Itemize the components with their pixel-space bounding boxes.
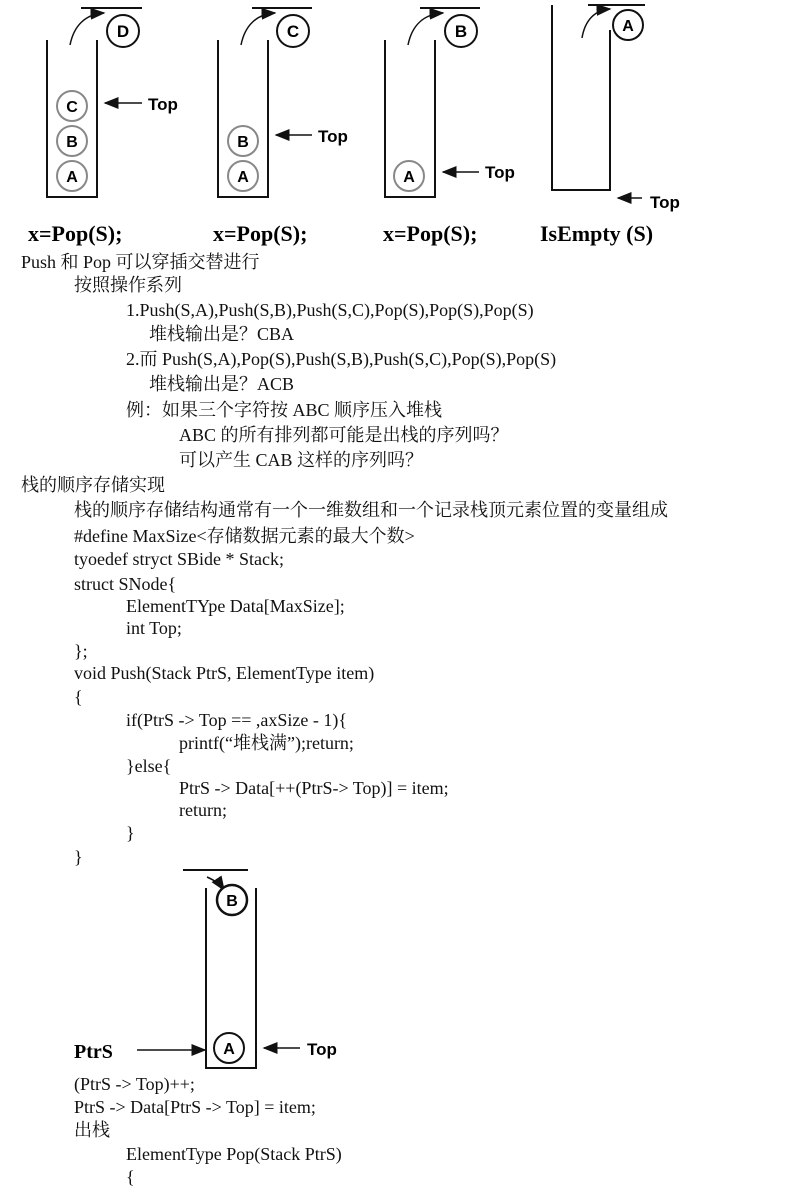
code-line: void Push(Stack PtrS, ElementType item) bbox=[74, 663, 375, 683]
stack-pop-diagram bbox=[0, 0, 800, 250]
top-label: Top bbox=[485, 163, 515, 182]
code-line: ElementType Pop(Stack PtrS) bbox=[126, 1144, 342, 1164]
code-line: int Top; bbox=[126, 618, 182, 638]
caption: IsEmpty (S) bbox=[540, 221, 654, 246]
top-label: Top bbox=[148, 95, 178, 114]
code-line: ElementTYpe Data[MaxSize]; bbox=[126, 596, 345, 616]
code-line: (PtrS -> Top)++; bbox=[74, 1074, 195, 1094]
code-line: #define MaxSize<存储数据元素的最大个数> bbox=[74, 526, 415, 546]
caption: x=Pop(S); bbox=[213, 221, 308, 246]
code-line: }else{ bbox=[126, 756, 172, 776]
ptrs-label: PtrS bbox=[74, 1041, 113, 1063]
code-line: }; bbox=[74, 641, 88, 661]
moving-label: D bbox=[116, 22, 130, 41]
caption: x=Pop(S); bbox=[383, 221, 478, 246]
stack-figure-4 bbox=[540, 5, 680, 246]
element-label: A bbox=[66, 169, 78, 186]
code-line: } bbox=[126, 823, 135, 843]
text-line: Push 和 Pop 可以穿插交替进行 bbox=[21, 252, 260, 272]
code-line: struct SNode{ bbox=[74, 574, 177, 594]
code-line: } bbox=[74, 847, 83, 867]
caption: x=Pop(S); bbox=[28, 221, 123, 246]
code-line: printf(“堆栈满”);return; bbox=[179, 733, 354, 753]
code-line: PtrS -> Data[PtrS -> Top] = item; bbox=[74, 1097, 316, 1117]
code-line: { bbox=[126, 1167, 135, 1187]
code-line: tyoedef stryct SBide * Stack; bbox=[74, 549, 284, 569]
element-label: A bbox=[237, 169, 249, 186]
element-label: C bbox=[66, 99, 78, 116]
stack-figure-1 bbox=[28, 8, 178, 246]
text-line: 可以产生 CAB 这样的序列吗？ bbox=[179, 450, 424, 470]
text-line: 出栈 bbox=[74, 1120, 110, 1140]
stack-push-diagram bbox=[0, 860, 420, 1070]
text-line: 栈的顺序存储结构通常有一个一维数组和一个记录栈顶元素位置的变量组成 bbox=[74, 500, 668, 520]
element-label: A bbox=[223, 1041, 235, 1058]
code-line: PtrS -> Data[++(PtrS-> Top)] = item; bbox=[179, 778, 449, 798]
code-line: return; bbox=[179, 800, 227, 820]
text-line: 例：如果三个字符按 ABC 顺序压入堆栈 bbox=[126, 400, 443, 420]
moving-label: B bbox=[226, 893, 238, 910]
top-label: Top bbox=[650, 193, 680, 212]
text-line: 堆栈输出是？CBA bbox=[149, 324, 295, 344]
top-label: Top bbox=[318, 127, 348, 146]
moving-label: C bbox=[286, 22, 300, 41]
top-label: Top bbox=[307, 1040, 337, 1059]
stack-figure-3 bbox=[383, 8, 515, 246]
moving-label: B bbox=[454, 22, 468, 41]
section-heading: 栈的顺序存储实现 bbox=[21, 475, 165, 495]
element-label: B bbox=[237, 134, 249, 151]
code-line: { bbox=[74, 687, 83, 707]
text-line: ABC 的所有排列都可能是出栈的序列吗？ bbox=[179, 425, 509, 445]
code-line: if(PtrS -> Top == ,axSize - 1){ bbox=[126, 710, 347, 730]
element-label: A bbox=[403, 169, 415, 186]
stack-figure-2 bbox=[213, 8, 348, 246]
element-label: B bbox=[66, 134, 78, 151]
moving-label: A bbox=[622, 18, 634, 35]
text-line: 按照操作系列 bbox=[74, 275, 182, 295]
text-line: 1.Push(S,A),Push(S,B),Push(S,C),Pop(S),Pop(S),Pop(S) bbox=[126, 300, 534, 320]
text-line: 2.而 Push(S,A),Pop(S),Push(S,B),Push(S,C),Pop(S),Pop(S) bbox=[126, 349, 557, 369]
text-line: 堆栈输出是？ACB bbox=[149, 374, 295, 394]
